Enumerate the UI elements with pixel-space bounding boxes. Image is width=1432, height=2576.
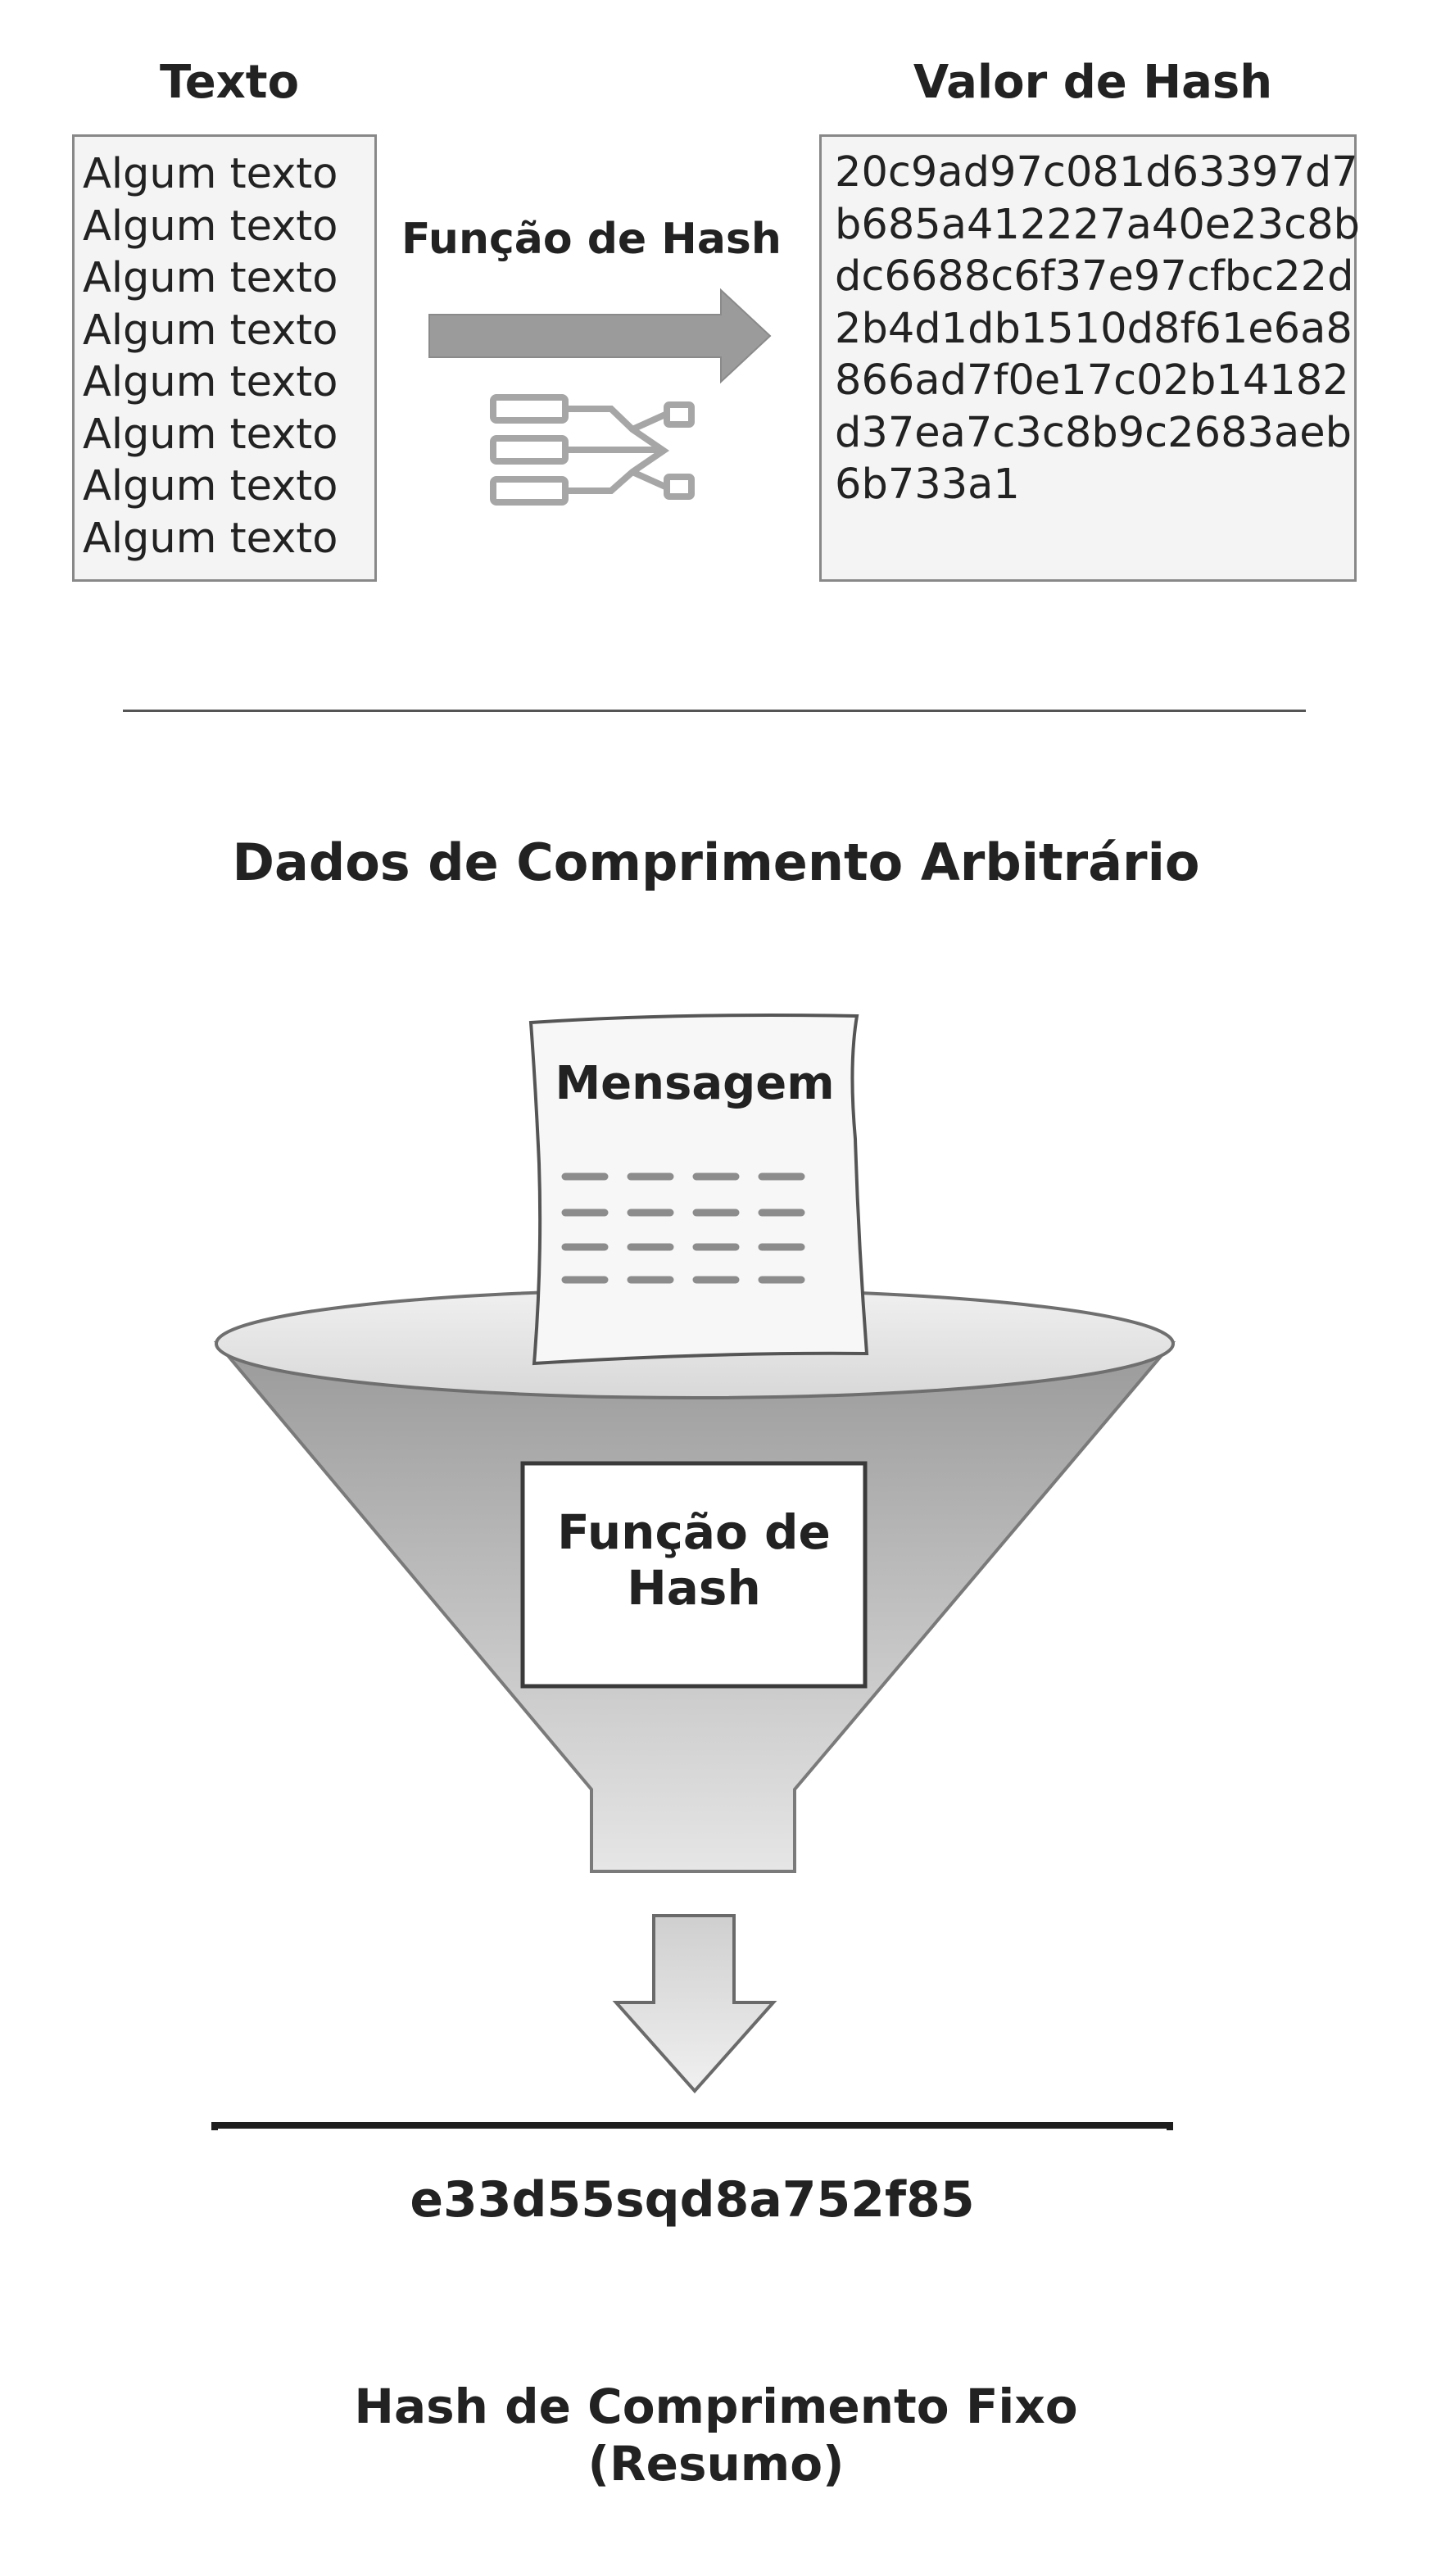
- hash-value-heading: Valor de Hash: [913, 56, 1273, 109]
- fixed-length-caption: [0, 2378, 1432, 2492]
- hash-function-box-label-line1: Função de: [557, 1504, 831, 1560]
- hash-function-graphic: [418, 287, 778, 524]
- text-heading: Texto: [159, 56, 300, 109]
- hash-value-line: 2b4d1db1510d8f61e6a8: [835, 304, 1353, 353]
- input-text-line: Algum texto: [83, 410, 338, 459]
- input-text-line: Algum texto: [83, 202, 338, 251]
- digest-box: [215, 2125, 1170, 2130]
- hash-network-icon: [493, 397, 691, 502]
- hash-value-line: 20c9ad97c081d63397d7: [835, 148, 1358, 197]
- hash-value-lines: [822, 137, 1360, 511]
- hash-value-line: 6b733a1: [835, 460, 1020, 509]
- input-text-line: Algum texto: [83, 150, 338, 198]
- right-arrow-icon: [429, 290, 770, 382]
- message-label: Mensagem: [555, 1057, 835, 1110]
- down-arrow-icon: [616, 1916, 773, 2091]
- hash-function-box-label-line2: Hash: [627, 1560, 761, 1616]
- hash-value-line: dc6688c6f37e97cfbc22d: [835, 252, 1354, 301]
- fixed-length-caption-line2: (Resumo): [587, 2436, 845, 2492]
- fixed-length-caption-line1: Hash de Comprimento Fixo: [354, 2379, 1078, 2434]
- input-text-box: [72, 134, 377, 582]
- arbitrary-length-title: Dados de Comprimento Arbitrário: [232, 832, 1200, 892]
- hash-value-box: [819, 134, 1360, 582]
- hash-function-box-label: [524, 1504, 863, 1616]
- hash-value-line: 866ad7f0e17c02b14182: [835, 356, 1349, 405]
- input-text-line: Algum texto: [83, 462, 338, 510]
- section-divider: [123, 710, 1306, 712]
- digest-value: e33d55sqd8a752f85: [410, 2171, 975, 2229]
- hash-value-line: b685a412227a40e23c8b: [835, 200, 1360, 249]
- input-text-line: Algum texto: [83, 306, 338, 355]
- input-text-line: Algum texto: [83, 358, 338, 406]
- input-text-line: Algum texto: [83, 254, 338, 302]
- input-text-line: Algum texto: [83, 514, 338, 563]
- hash-function-label: Função de Hash: [401, 215, 782, 264]
- hash-value-line: d37ea7c3c8b9c2683aeb: [835, 408, 1352, 457]
- input-text-lines: [75, 137, 374, 565]
